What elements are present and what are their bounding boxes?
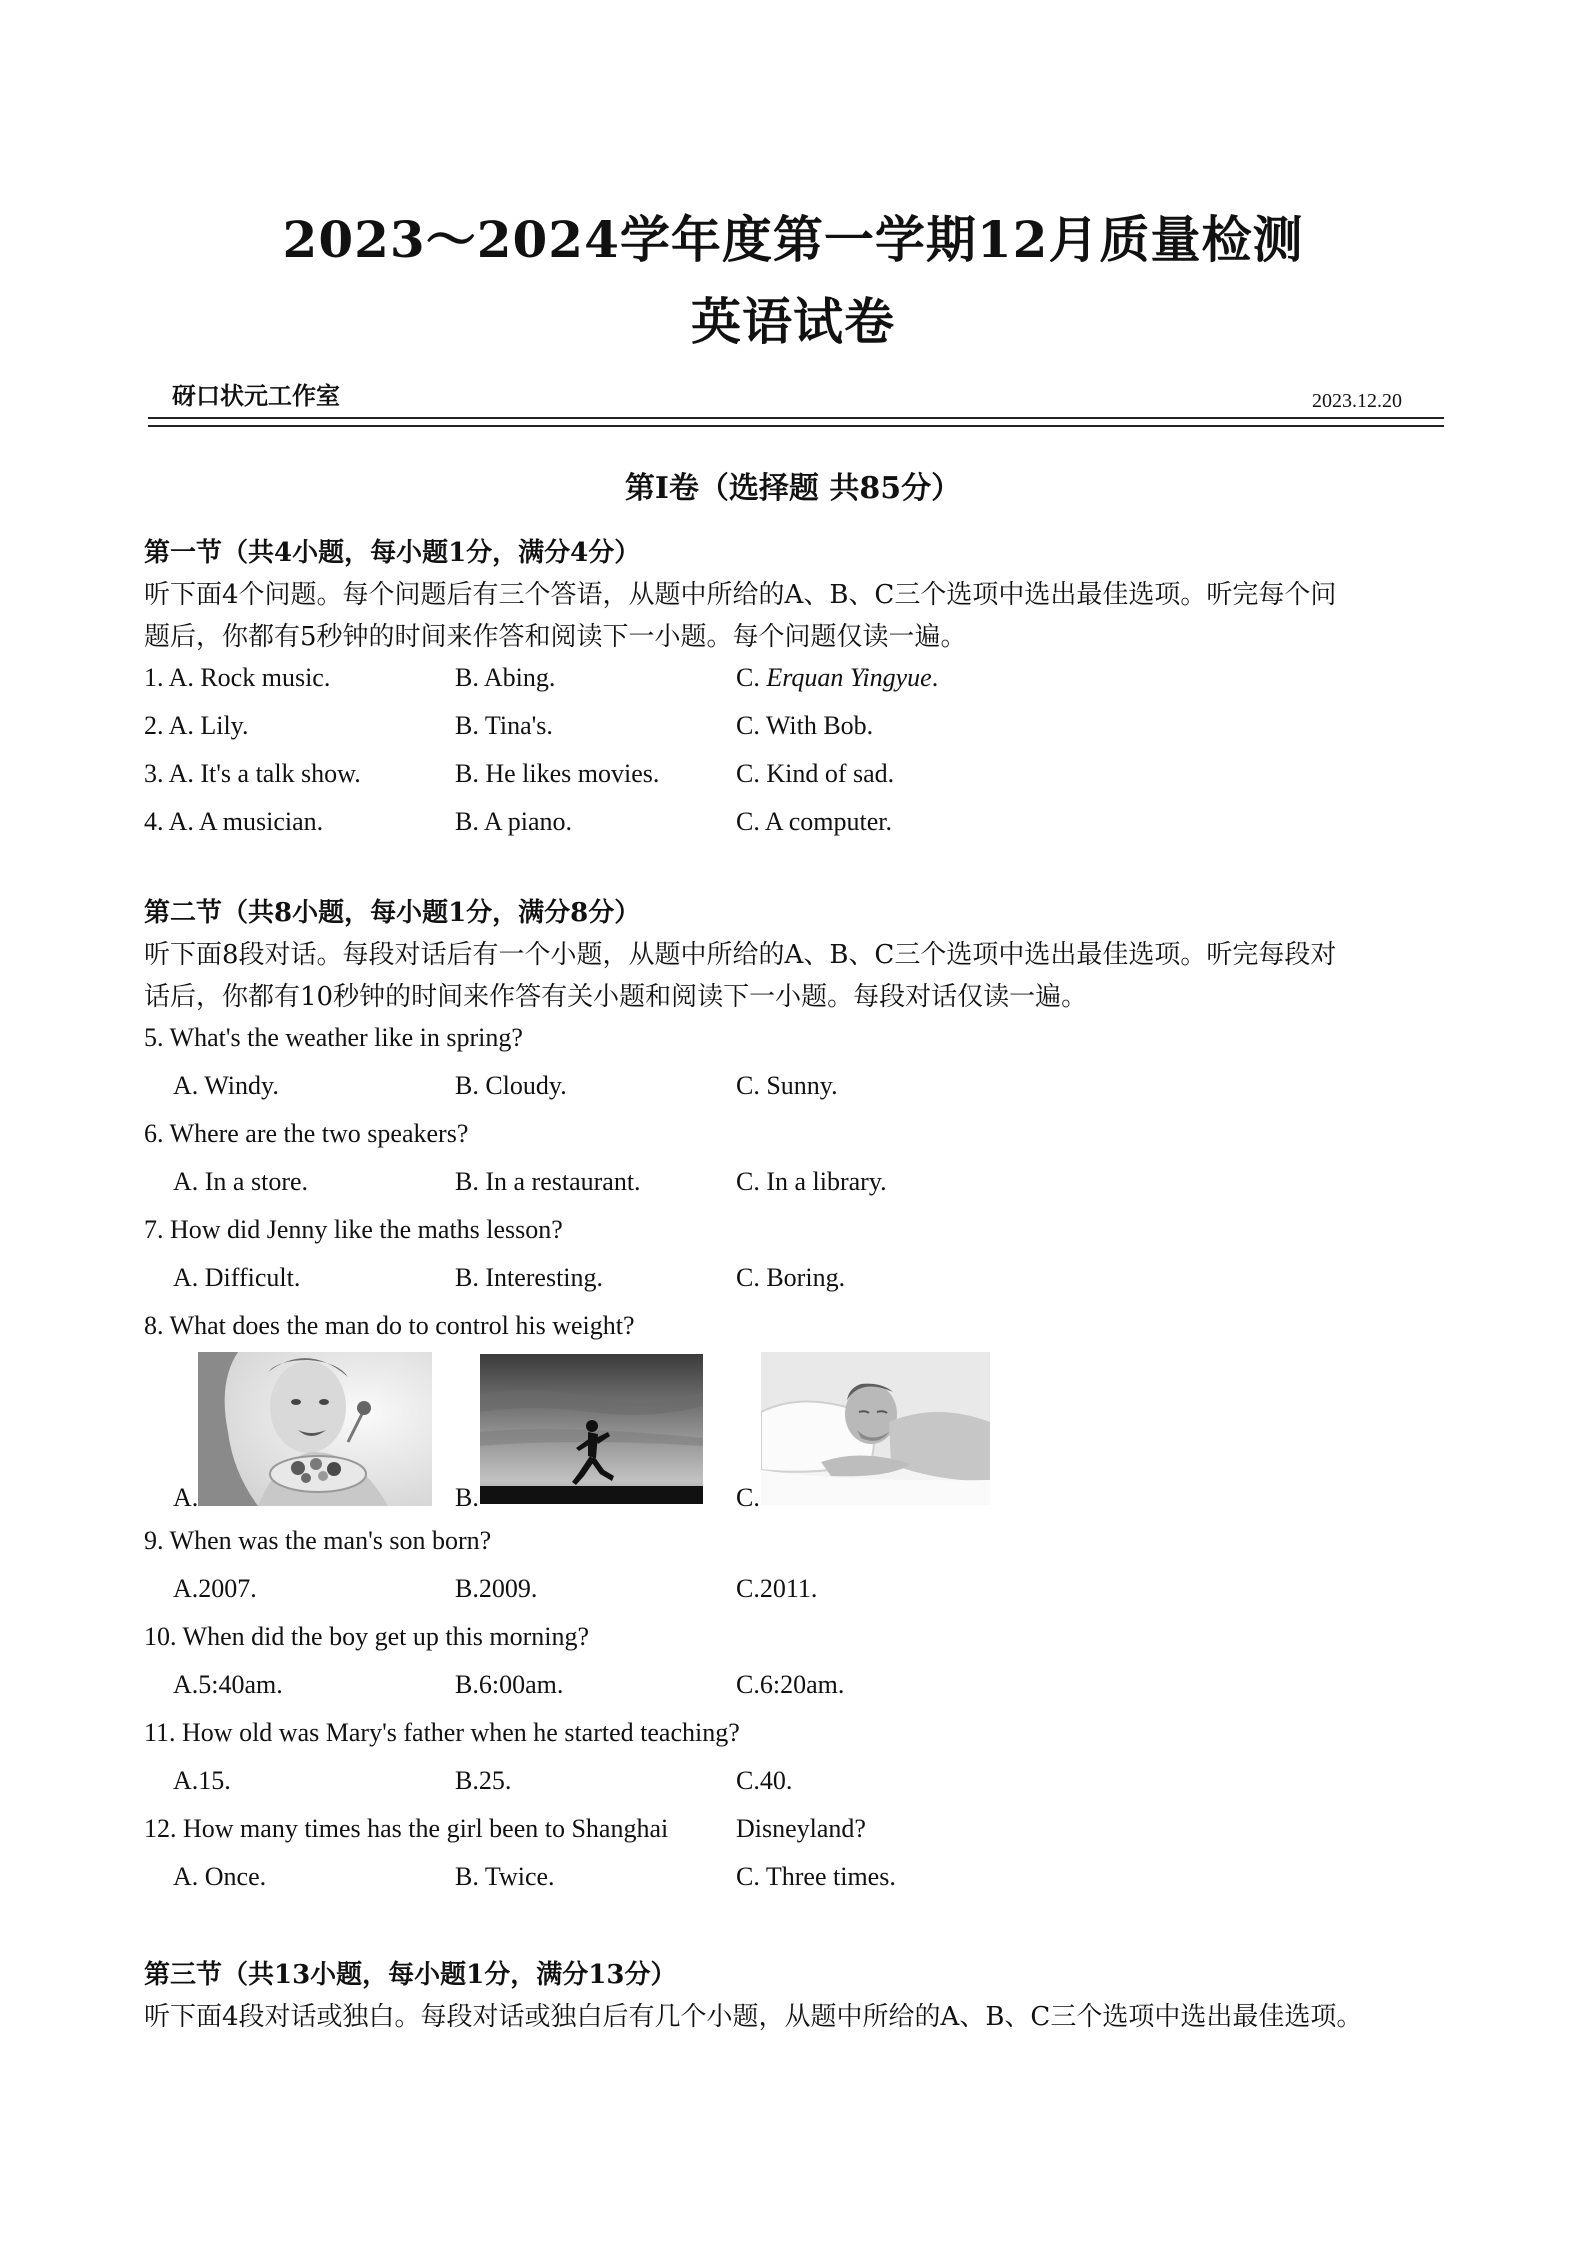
q3-option-c: C. Kind of sad. [736, 759, 895, 788]
section3-title: 第三节（共13小题，每小题1分，满分13分） [144, 1960, 677, 1990]
q12-option-a: A. Once. [173, 1862, 267, 1891]
q1-option-b: B. Abing. [455, 663, 556, 692]
q8-option-a-eating-salad-image [198, 1352, 432, 1506]
q8-option-b-label: B. [455, 1483, 479, 1512]
section2-instruction-line1: 听下面8段对话。每段对话后有一个小题，从题中所给的A、B、C三个选项中选出最佳选项。听完每段对 [144, 940, 1337, 970]
exam-date: 2023.12.20 [1312, 390, 1402, 412]
exam-subtitle: 英语试卷 [691, 292, 895, 351]
section1-instruction-line2: 题后，你都有5秒钟的时间来作答和阅读下一小题。每个问题仅读一遍。 [144, 622, 967, 652]
q7-question: 7. How did Jenny like the maths lesson? [144, 1215, 563, 1244]
q12-option-c: C. Three times. [736, 1862, 896, 1891]
q4-option-c: C. A computer. [736, 807, 892, 836]
q5-question: 5. What's the weather like in spring? [144, 1023, 523, 1052]
q1-option-a: 1. A. Rock music. [144, 663, 331, 692]
q10-question: 10. When did the boy get up this morning? [144, 1622, 590, 1651]
section1-title: 第一节（共4小题，每小题1分，满分4分） [144, 538, 641, 568]
section1-instruction-line1: 听下面4个问题。每个问题后有三个答语，从题中所给的A、B、C三个选项中选出最佳选项。听完每个问 [144, 580, 1337, 610]
q11-option-c: C.40. [736, 1766, 793, 1795]
q7-option-a: A. Difficult. [173, 1263, 301, 1292]
part-title: 第I卷（选择题 共85分） [624, 471, 962, 506]
q10-option-c: C.6:20am. [736, 1670, 845, 1699]
q9-option-a: A.2007. [173, 1574, 257, 1603]
q9-option-c: C.2011. [736, 1574, 818, 1603]
q11-option-a: A.15. [173, 1766, 231, 1795]
q8-question: 8. What does the man do to control his weight? [144, 1311, 635, 1340]
q4-option-b: B. A piano. [455, 807, 573, 836]
exam-title: 2023～2024学年度第一学期12月质量检测 [282, 210, 1304, 269]
q8-option-a-label: A. [173, 1483, 199, 1512]
q6-option-b: B. In a restaurant. [455, 1167, 641, 1196]
q10-option-a: A.5:40am. [173, 1670, 283, 1699]
q5-option-c: C. Sunny. [736, 1071, 838, 1100]
q9-question: 9. When was the man's son born? [144, 1526, 492, 1555]
q2-option-a: 2. A. Lily. [144, 711, 249, 740]
header-divider-bottom [148, 425, 1444, 427]
q11-question: 11. How old was Mary's father when he started teaching? [144, 1718, 740, 1747]
q6-option-a: A. In a store. [173, 1167, 309, 1196]
q2-option-c: C. With Bob. [736, 711, 874, 740]
q12-question: 12. How many times has the girl been to Shanghai [144, 1814, 669, 1843]
q6-question: 6. Where are the two speakers? [144, 1119, 469, 1148]
q10-option-b: B.6:00am. [455, 1670, 564, 1699]
q6-option-c: C. In a library. [736, 1167, 887, 1196]
section3-instruction-line1: 听下面4段对话或独白。每段对话或独白后有几个小题，从题中所给的A、B、C三个选项中选出最佳选项。 [144, 2002, 1363, 2032]
q4-option-a: 4. A. A musician. [144, 807, 324, 836]
q1-option-c: C. Erquan Yingyue. [736, 663, 939, 692]
q7-option-b: B. Interesting. [455, 1263, 604, 1292]
q8-option-b-running-image [480, 1354, 703, 1504]
q8-option-c-sleeping-image [761, 1352, 990, 1505]
studio-name: 砑口状元工作室 [172, 381, 340, 410]
q12-option-b: B. Twice. [455, 1862, 555, 1891]
q12-question-tail: Disneyland? [736, 1814, 866, 1843]
header-divider-top [148, 417, 1444, 419]
q3-option-a: 3. A. It's a talk show. [144, 759, 361, 788]
section2-instruction-line2: 话后，你都有10秒钟的时间来作答有关小题和阅读下一小题。每段对话仅读一遍。 [144, 982, 1088, 1012]
q3-option-b: B. He likes movies. [455, 759, 660, 788]
q5-option-b: B. Cloudy. [455, 1071, 567, 1100]
q8-option-c-label: C. [736, 1483, 760, 1512]
q11-option-b: B.25. [455, 1766, 512, 1795]
q7-option-c: C. Boring. [736, 1263, 846, 1292]
q2-option-b: B. Tina's. [455, 711, 553, 740]
q5-option-a: A. Windy. [173, 1071, 279, 1100]
q9-option-b: B.2009. [455, 1574, 538, 1603]
section2-title: 第二节（共8小题，每小题1分，满分8分） [144, 898, 641, 928]
